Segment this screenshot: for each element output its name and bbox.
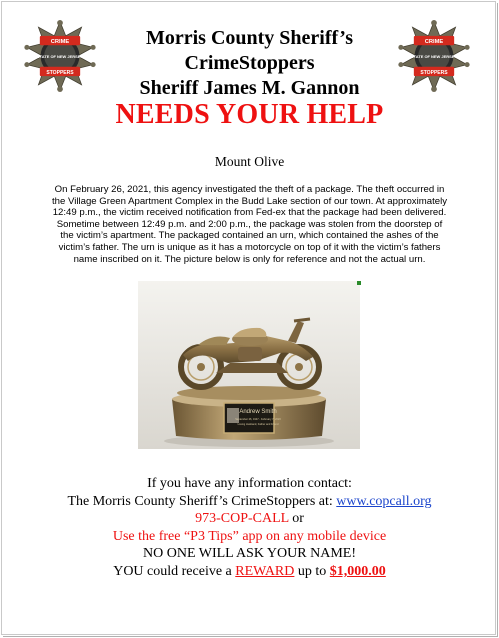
app-line: Use the free “P3 Tips” app on any mobile device [112,528,387,544]
reward-amount: $1,000.00 [329,563,386,579]
sheriff-name: Sheriff James M. Gannon [139,77,360,99]
flyer-header [0,0,499,140]
reward-line [0,563,499,581]
badge-bottom-text: STOPPERS [46,70,74,76]
reward-prefix: YOU could receive a [113,563,236,579]
image-corner-marker [357,281,361,285]
body-line: 12:49 p.m., the victim received notification from Fed-ex that the package had been delivered. [52,207,447,219]
motorcycle-urn-photo [138,281,360,449]
location-title: Mount Olive [214,154,285,169]
title-line-2: CrimeStoppers [184,52,315,74]
body-line: the victim’s apartment. The packaged contained an urn, which contained the ashes of the [60,230,439,242]
contact-section [0,475,499,581]
plaque-epitaph: Loving Husband, Father and Friend [237,423,279,426]
body-line: victim’s father. The urn is unique as it has a motorcycle on top of it with the victim’s fathers [58,241,441,253]
contact-line [0,493,499,511]
badge-top-text: CRIME [424,39,444,46]
plaque-name: Andrew Smith [239,409,277,415]
copcall-link[interactable]: www.copcall.org [336,493,432,509]
plaque-dates: September 26, 1947 - February 7, 2020 [235,418,281,421]
phone-number: 973-COP-CALL [195,511,289,527]
contact-prefix: The Morris County Sheriff’s CrimeStoppers at: [67,493,337,509]
body-line: On February 26, 2021, this agency investigated the theft of a package. The theft occurred in [54,184,445,195]
incident-description [30,184,469,265]
badge-top-text: CRIME [50,39,70,46]
reward-middle: up to [294,563,330,579]
phone-line [0,510,499,528]
body-line: Sometime between 12:49 p.m. and 2:00 p.m., the package was stolen from the doorstep of [56,218,443,230]
badge-center-text: STATE OF NEW JERSEY [37,54,83,60]
body-line: name inscribed on it. The picture below is only for reference and not the actual urn. [73,253,426,265]
badge-center-text: STATE OF NEW JERSEY [411,54,457,60]
title-line-1: Morris County Sheriff’s [145,27,353,49]
headline: NEEDS YOUR HELP [115,99,384,130]
contact-intro: If you have any information contact: [147,476,352,491]
anonymity-line: NO ONE WILL ASK YOUR NAME! [143,546,356,562]
body-line: the Village Green Apartment Complex in the Budd Lake section of our town. At approximately [52,195,447,207]
badge-bottom-text: STOPPERS [420,70,448,76]
phone-suffix: or [288,511,304,527]
reward-word: REWARD [235,563,295,579]
